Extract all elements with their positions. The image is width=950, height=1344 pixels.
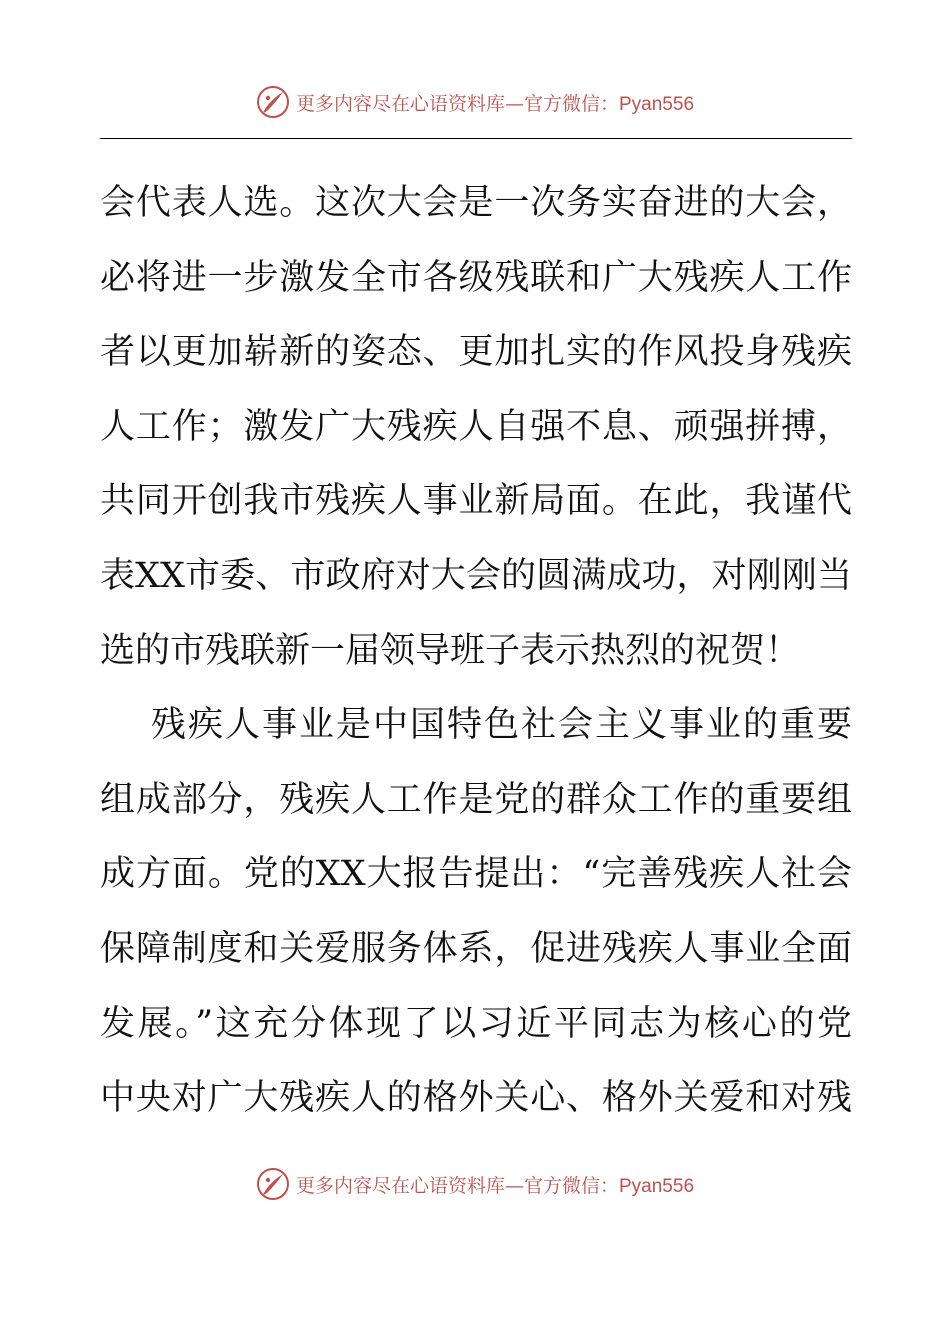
body-line: 发展。”这充分体现了以习近平同志为核心的党: [100, 1003, 852, 1044]
body-line: 人工作；激发广大残疾人自强不息、顽强拼搏，: [100, 406, 852, 447]
body-line: 中央对广大残疾人的格外关心、格外关爱和对残: [100, 1078, 852, 1119]
body-line: 者以更加崭新的姿态、更加扎实的作风投身残疾: [100, 332, 852, 373]
body-line: 组成部分，残疾人工作是党的群众工作的重要组: [100, 779, 852, 820]
banner-wechat-id: Pyan556: [619, 1175, 695, 1197]
banner-separator: —: [504, 92, 524, 115]
banner-text: [296, 1171, 694, 1198]
body-line: 会代表人选。这次大会是一次务实奋进的大会，: [100, 183, 852, 223]
banner-wechat-label: 官方微信：: [523, 1174, 619, 1197]
body-line: 表XX市委、市政府对大会的圆满成功，对刚刚当: [100, 555, 852, 596]
banner-text: [296, 89, 694, 116]
body-line: 成方面。党的XX大报告提出：“完善残疾人社会: [100, 854, 852, 895]
body-line-paragraph-start: 残疾人事业是中国特色社会主义事业的重要: [151, 705, 852, 746]
body-line: 共同开创我市残疾人事业新局面。在此，我谨代: [100, 481, 852, 522]
banner-wechat-label: 官方微信：: [523, 92, 619, 115]
body-line: 保障制度和关爱服务体系，促进残疾人事业全面: [100, 928, 852, 969]
footer-banner: [0, 1162, 950, 1206]
body-line: 必将进一步激发全市各级残联和广大残疾人工作: [100, 257, 852, 298]
banner-main-text: 更多内容尽在心语资料库: [295, 1174, 505, 1197]
banner-separator: —: [504, 1174, 524, 1197]
header-divider: [100, 138, 852, 139]
banner-wechat-id: Pyan556: [619, 93, 695, 115]
document-body: [100, 166, 852, 1136]
header-banner: [0, 80, 950, 124]
pen-logo-icon: [256, 1167, 290, 1201]
pen-logo-icon: [256, 85, 290, 119]
banner-main-text: 更多内容尽在心语资料库: [295, 92, 505, 115]
body-line: 选的市残联新一届领导班子表示热烈的祝贺！: [100, 630, 801, 671]
